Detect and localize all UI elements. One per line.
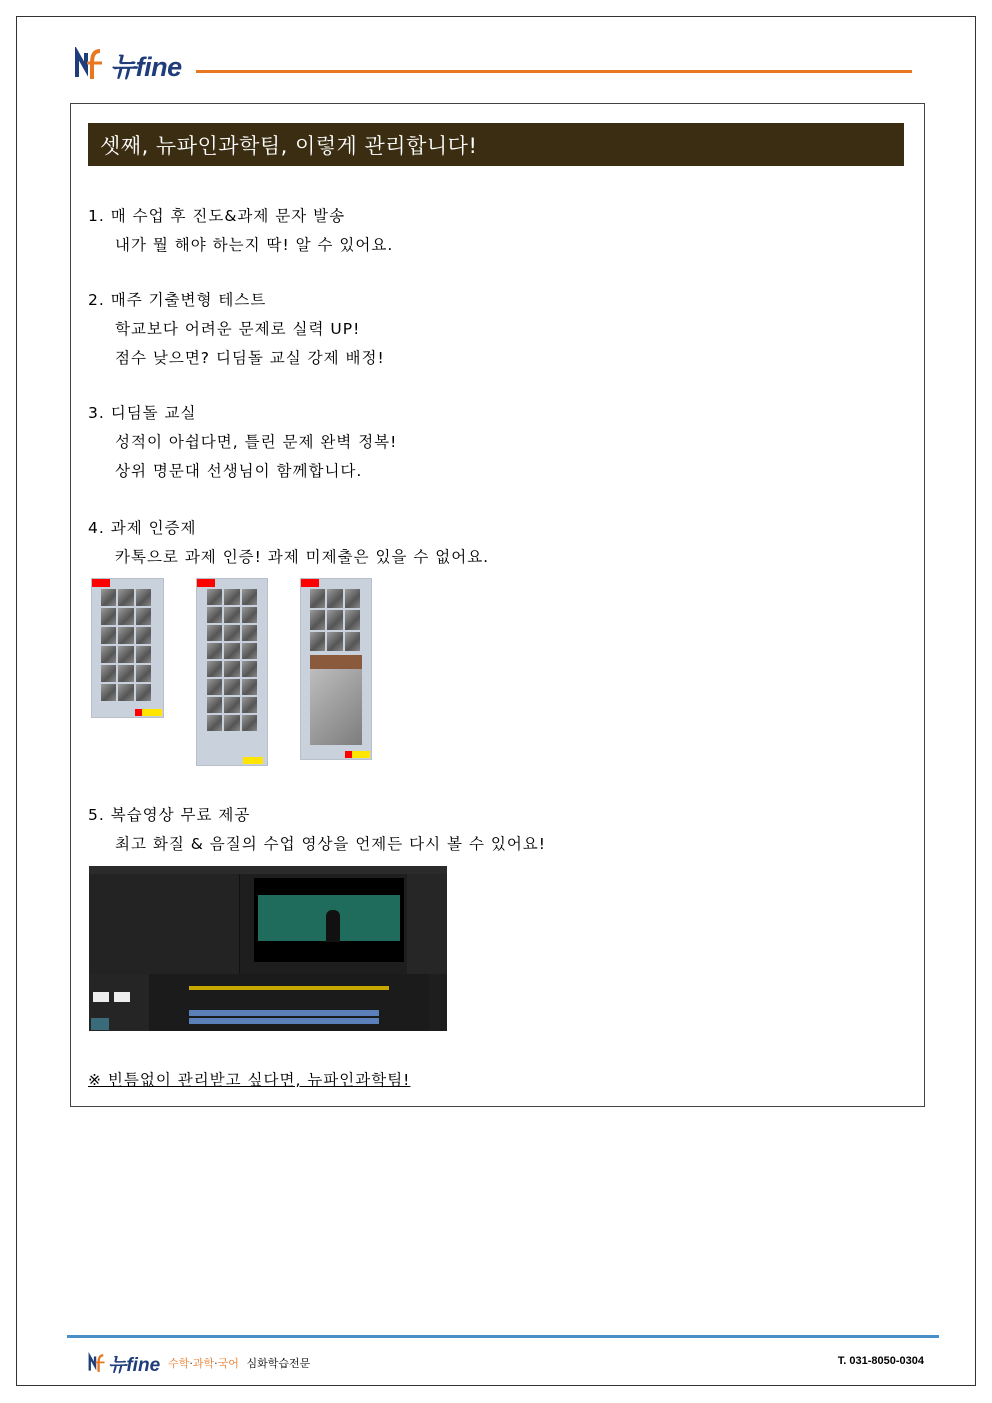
item-heading: 3. 디딤돌 교실 — [88, 404, 197, 422]
video-editor-screenshot — [89, 866, 447, 1031]
footer-brand: 뉴fine — [108, 1354, 161, 1376]
photo-grid — [207, 589, 257, 731]
newfine-logo-icon — [74, 47, 108, 81]
photo-grid — [310, 589, 360, 651]
subject-korean: 국어 — [217, 1357, 239, 1370]
kakao-screenshot — [91, 578, 164, 718]
newfine-logo-icon — [88, 1352, 108, 1374]
list-item — [88, 202, 393, 260]
footer-phone: T. 031-8050-0304 — [837, 1355, 924, 1367]
item-line: 학교보다 어려운 문제로 실력 UP! — [115, 320, 361, 338]
footer-logo — [88, 1350, 310, 1376]
item-heading: 2. 매주 기출변형 테스트 — [88, 291, 267, 309]
redaction-mark — [301, 579, 319, 587]
header-logo — [74, 46, 182, 82]
subject-math: 수학 — [168, 1357, 190, 1370]
footer-tagline: 심화학습전문 — [246, 1357, 311, 1370]
item-heading: 5. 복습영상 무료 제공 — [88, 806, 251, 824]
item-line: 성적이 아쉽다면, 틀린 문제 완벽 정복! — [115, 433, 398, 451]
photo-grid — [101, 589, 151, 701]
list-item — [88, 399, 397, 486]
redaction-mark — [197, 579, 215, 587]
closing-note: ※ 빈틈없이 관리받고 싶다면, 뉴파인과학팀! — [88, 1071, 411, 1089]
item-line: 상위 명문대 선생님이 함께합니다. — [115, 462, 363, 480]
list-item — [88, 286, 385, 373]
item-line: 카톡으로 과제 인증! 과제 미제출은 있을 수 없어요. — [115, 548, 490, 566]
item-heading: 1. 매 수업 후 진도&과제 문자 발송 — [88, 207, 346, 225]
section-title-bar — [88, 123, 904, 166]
item-heading: 4. 과제 인증제 — [88, 519, 197, 537]
footer-divider — [67, 1335, 939, 1338]
brand-name: 뉴fine — [110, 51, 182, 82]
footer-subjects: 수학·과학·국어 심화학습전문 — [168, 1357, 311, 1370]
subject-science: 과학 — [192, 1357, 215, 1370]
section-title: 셋째, 뉴파인과학팀, 이렇게 관리합니다! — [100, 133, 478, 158]
redaction-mark — [92, 579, 110, 587]
video-preview — [254, 878, 404, 962]
item-line: 최고 화질 & 음질의 수업 영상을 언제든 다시 볼 수 있어요! — [115, 835, 546, 853]
item-line: 내가 뭘 해야 하는지 딱! 알 수 있어요. — [115, 236, 394, 254]
kakao-screenshot — [196, 578, 268, 766]
kakao-screenshot — [300, 578, 372, 760]
list-item — [88, 514, 489, 572]
item-line: 점수 낮으면? 디딤돌 교실 강제 배정! — [115, 349, 385, 367]
list-item — [88, 801, 546, 859]
header-divider — [196, 70, 912, 73]
